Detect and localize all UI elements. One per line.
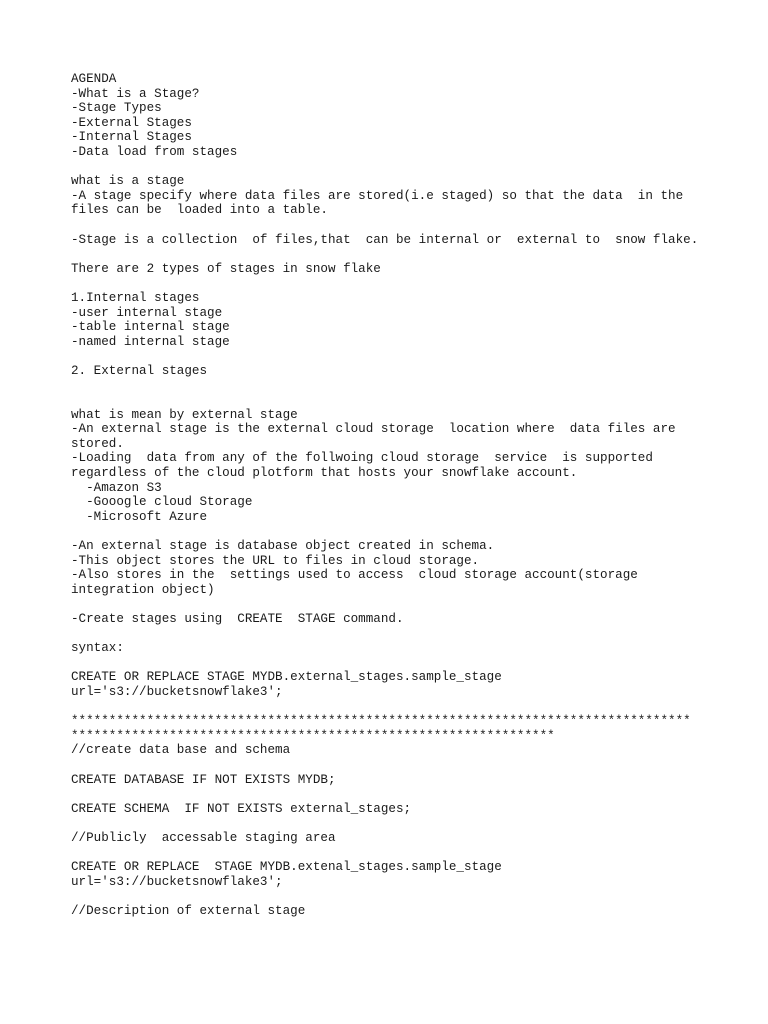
text-line: There are 2 types of stages in snow flake (71, 261, 381, 276)
text-line: -This object stores the URL to files in cloud storage. (71, 553, 480, 568)
text-line: 2. External stages (71, 363, 208, 378)
text-line: **************************************************************** (71, 728, 555, 743)
text-line: url='s3://bucketsnowflake3'; (71, 874, 283, 889)
text-line: CREATE OR REPLACE STAGE MYDB.extenal_stages.sample_stage (71, 860, 502, 875)
text-line: url='s3://bucketsnowflake3'; (71, 684, 283, 699)
blank-line (71, 378, 751, 393)
text-line: -Create stages using CREATE STAGE command. (71, 611, 404, 626)
text-line: -An external stage is the external cloud storage location where data files are (71, 422, 676, 437)
blank-line (71, 247, 751, 262)
blank-line (71, 627, 751, 642)
text-line: regardless of the cloud plotform that hosts your snowflake account. (71, 466, 578, 481)
text-line: stored. (71, 436, 124, 451)
blank-line (71, 700, 751, 715)
text-line: -Gooogle cloud Storage (71, 495, 253, 510)
blank-line (71, 597, 751, 612)
blank-line (71, 787, 751, 802)
text-line: -named internal stage (71, 334, 230, 349)
text-line: -Amazon S3 (71, 480, 162, 495)
blank-line (71, 816, 751, 831)
text-line: //Publicly accessable staging area (71, 830, 336, 845)
text-line: //Description of external stage (71, 903, 306, 918)
blank-line (71, 160, 751, 175)
text-line: //create data base and schema (71, 743, 291, 758)
text-line: ********************************************************************************** (71, 714, 691, 729)
text-line: -External Stages (71, 115, 192, 130)
text-line: -Data load from stages (71, 144, 238, 159)
text-line: -A stage specify where data files are stored(i.e staged) so that the data in the (71, 188, 684, 203)
text-line: CREATE DATABASE IF NOT EXISTS MYDB; (71, 772, 336, 787)
blank-line (71, 524, 751, 539)
text-line: CREATE SCHEMA IF NOT EXISTS external_stages; (71, 801, 412, 816)
blank-line (71, 889, 751, 904)
blank-line (71, 758, 751, 773)
text-line: -Also stores in the settings used to access cloud storage account(storage (71, 568, 638, 583)
blank-line (71, 276, 751, 291)
text-line: what is mean by external stage (71, 407, 298, 422)
text-line: files can be loaded into a table. (71, 203, 328, 218)
document-body (71, 72, 751, 918)
blank-line (71, 349, 751, 364)
text-line: -Stage Types (71, 101, 162, 116)
text-line: -table internal stage (71, 320, 230, 335)
text-line: CREATE OR REPLACE STAGE MYDB.external_stages.sample_stage (71, 670, 502, 685)
text-line: -user internal stage (71, 305, 223, 320)
blank-line (71, 218, 751, 233)
text-line: -Internal Stages (71, 130, 192, 145)
blank-line (71, 656, 751, 671)
text-line: -What is a Stage? (71, 86, 200, 101)
text-line: 1.Internal stages (71, 290, 200, 305)
text-line: -Microsoft Azure (71, 509, 208, 524)
text-line: integration object) (71, 582, 215, 597)
text-line: -Loading data from any of the follwoing cloud storage service is supported (71, 451, 653, 466)
text-line: AGENDA (71, 72, 117, 86)
blank-line (71, 845, 751, 860)
text-line: syntax: (71, 641, 124, 656)
blank-line (71, 393, 751, 408)
text-line: -An external stage is database object created in schema. (71, 539, 495, 553)
text-line: what is a stage (71, 174, 185, 189)
text-line: -Stage is a collection of files,that can be internal or external to snow flake. (71, 232, 699, 247)
